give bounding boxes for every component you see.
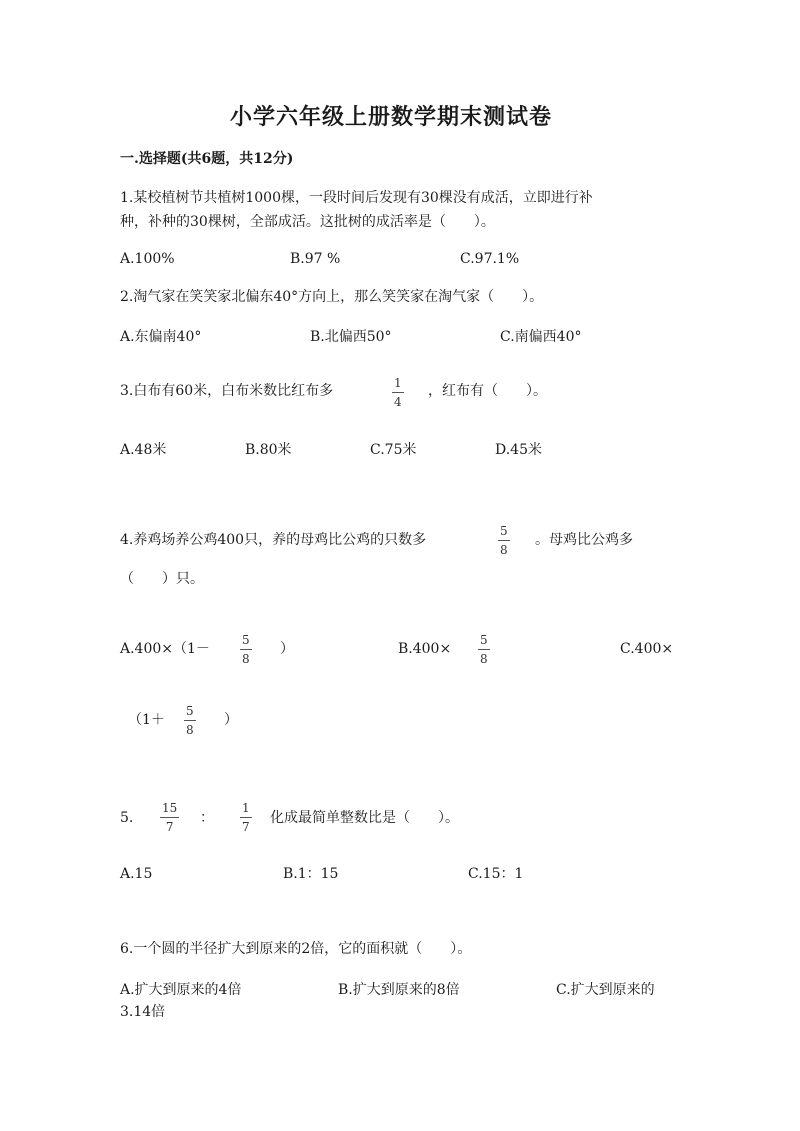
q5-fraction-2 [240, 801, 252, 834]
q4-option-b-fraction [478, 633, 490, 666]
q4-fraction-numerator: 5 [500, 524, 508, 538]
q4-text-before: 4.养鸡场养公鸡400只，养的母鸡比公鸡的只数多 [120, 532, 427, 548]
q4-option-a-numerator: 5 [242, 633, 250, 647]
q6-text: 6.一个圆的半径扩大到原来的2倍，它的面积就（ ）。 [120, 941, 472, 957]
q6-option-c-line2: 3.14倍 [120, 1004, 166, 1020]
q5-option-b: B.1：15 [283, 866, 339, 882]
q3-text-before: 3.白布有60米，白布米数比红布多 [120, 383, 334, 399]
q5-option-a: A.15 [120, 866, 153, 882]
fraction-bar [240, 649, 252, 650]
fraction-bar [160, 817, 179, 818]
q3-fraction-denominator: 4 [394, 395, 402, 409]
q3-option-a: A.48米 [120, 442, 167, 458]
q2-option-c: C.南偏西40° [500, 329, 582, 345]
q3-fraction-numerator: 1 [394, 376, 402, 390]
q4-option-a-suffix: ） [280, 641, 294, 657]
q1-option-a: A.100% [120, 251, 175, 267]
q4-text-line2: （ ）只。 [120, 571, 204, 587]
q2-option-a: A.东偏南40° [120, 329, 202, 345]
q3-text-after: ，红布有（ ）。 [428, 383, 547, 399]
q5-fraction-1-denominator: 7 [165, 820, 174, 834]
q4-fraction [498, 524, 510, 557]
q4-text-after: 。母鸡比公鸡多 [535, 532, 633, 548]
q1-text-line1: 1.某校植树节共植树1000棵，一段时间后发现有30棵没有成活，立即进行补 [120, 190, 593, 206]
q6-option-b: B.扩大到原来的8倍 [338, 982, 460, 998]
q4-option-a-fraction [240, 633, 252, 666]
q5-number: 5. [120, 810, 134, 826]
q5-text-after: 化成最简单整数比是（ ）。 [270, 810, 459, 826]
q5-fraction-2-numerator: 1 [242, 801, 250, 815]
q1-option-b: B.97 % [290, 251, 341, 267]
q4-fraction-denominator: 8 [500, 543, 508, 557]
q2-text: 2.淘气家在笑笑家北偏东40°方向上，那么笑笑家在淘气家（ ）。 [120, 289, 544, 305]
fraction-bar [392, 392, 404, 393]
page-title: 小学六年级上册数学期末测试卷 [230, 104, 553, 130]
q2-option-b: B.北偏西50° [310, 329, 392, 345]
q4-option-a-prefix: A.400×（1－ [120, 641, 210, 657]
q5-colon: ： [200, 810, 214, 826]
q1-option-c: C.97.1% [460, 251, 520, 267]
q5-option-c: C.15：1 [468, 866, 524, 882]
q4-option-c-suffix: ） [224, 712, 238, 728]
q4-option-b-numerator: 5 [480, 633, 488, 647]
q5-fraction-1 [160, 801, 179, 834]
q4-option-c-prefix: C.400× [620, 641, 674, 657]
fraction-bar [184, 720, 196, 721]
q4-option-c-fraction [184, 704, 196, 737]
q4-option-b-denominator: 8 [480, 652, 488, 666]
q6-option-c: C.扩大到原来的 [556, 982, 655, 998]
q4-option-c-denominator: 8 [186, 723, 194, 737]
q3-option-b: B.80米 [245, 442, 292, 458]
fraction-bar [478, 649, 490, 650]
q4-option-c-line2-prefix: （1＋ [128, 712, 165, 728]
q4-option-b-prefix: B.400× [398, 641, 452, 657]
q4-option-a-denominator: 8 [242, 652, 250, 666]
q3-option-d: D.45米 [495, 442, 542, 458]
fraction-bar [240, 817, 252, 818]
q5-fraction-2-denominator: 7 [242, 820, 250, 834]
q4-option-c-numerator: 5 [186, 704, 194, 718]
fraction-bar [498, 540, 510, 541]
q1-text-line2: 种，补种的30棵树，全部成活。这批树的成活率是（ ）。 [120, 214, 495, 230]
q5-fraction-1-numerator: 15 [162, 801, 178, 815]
section-heading: 一.选择题(共6题，共12分) [120, 151, 294, 167]
q3-option-c: C.75米 [370, 442, 417, 458]
q6-option-a: A.扩大到原来的4倍 [120, 982, 242, 998]
q3-fraction [392, 376, 404, 409]
